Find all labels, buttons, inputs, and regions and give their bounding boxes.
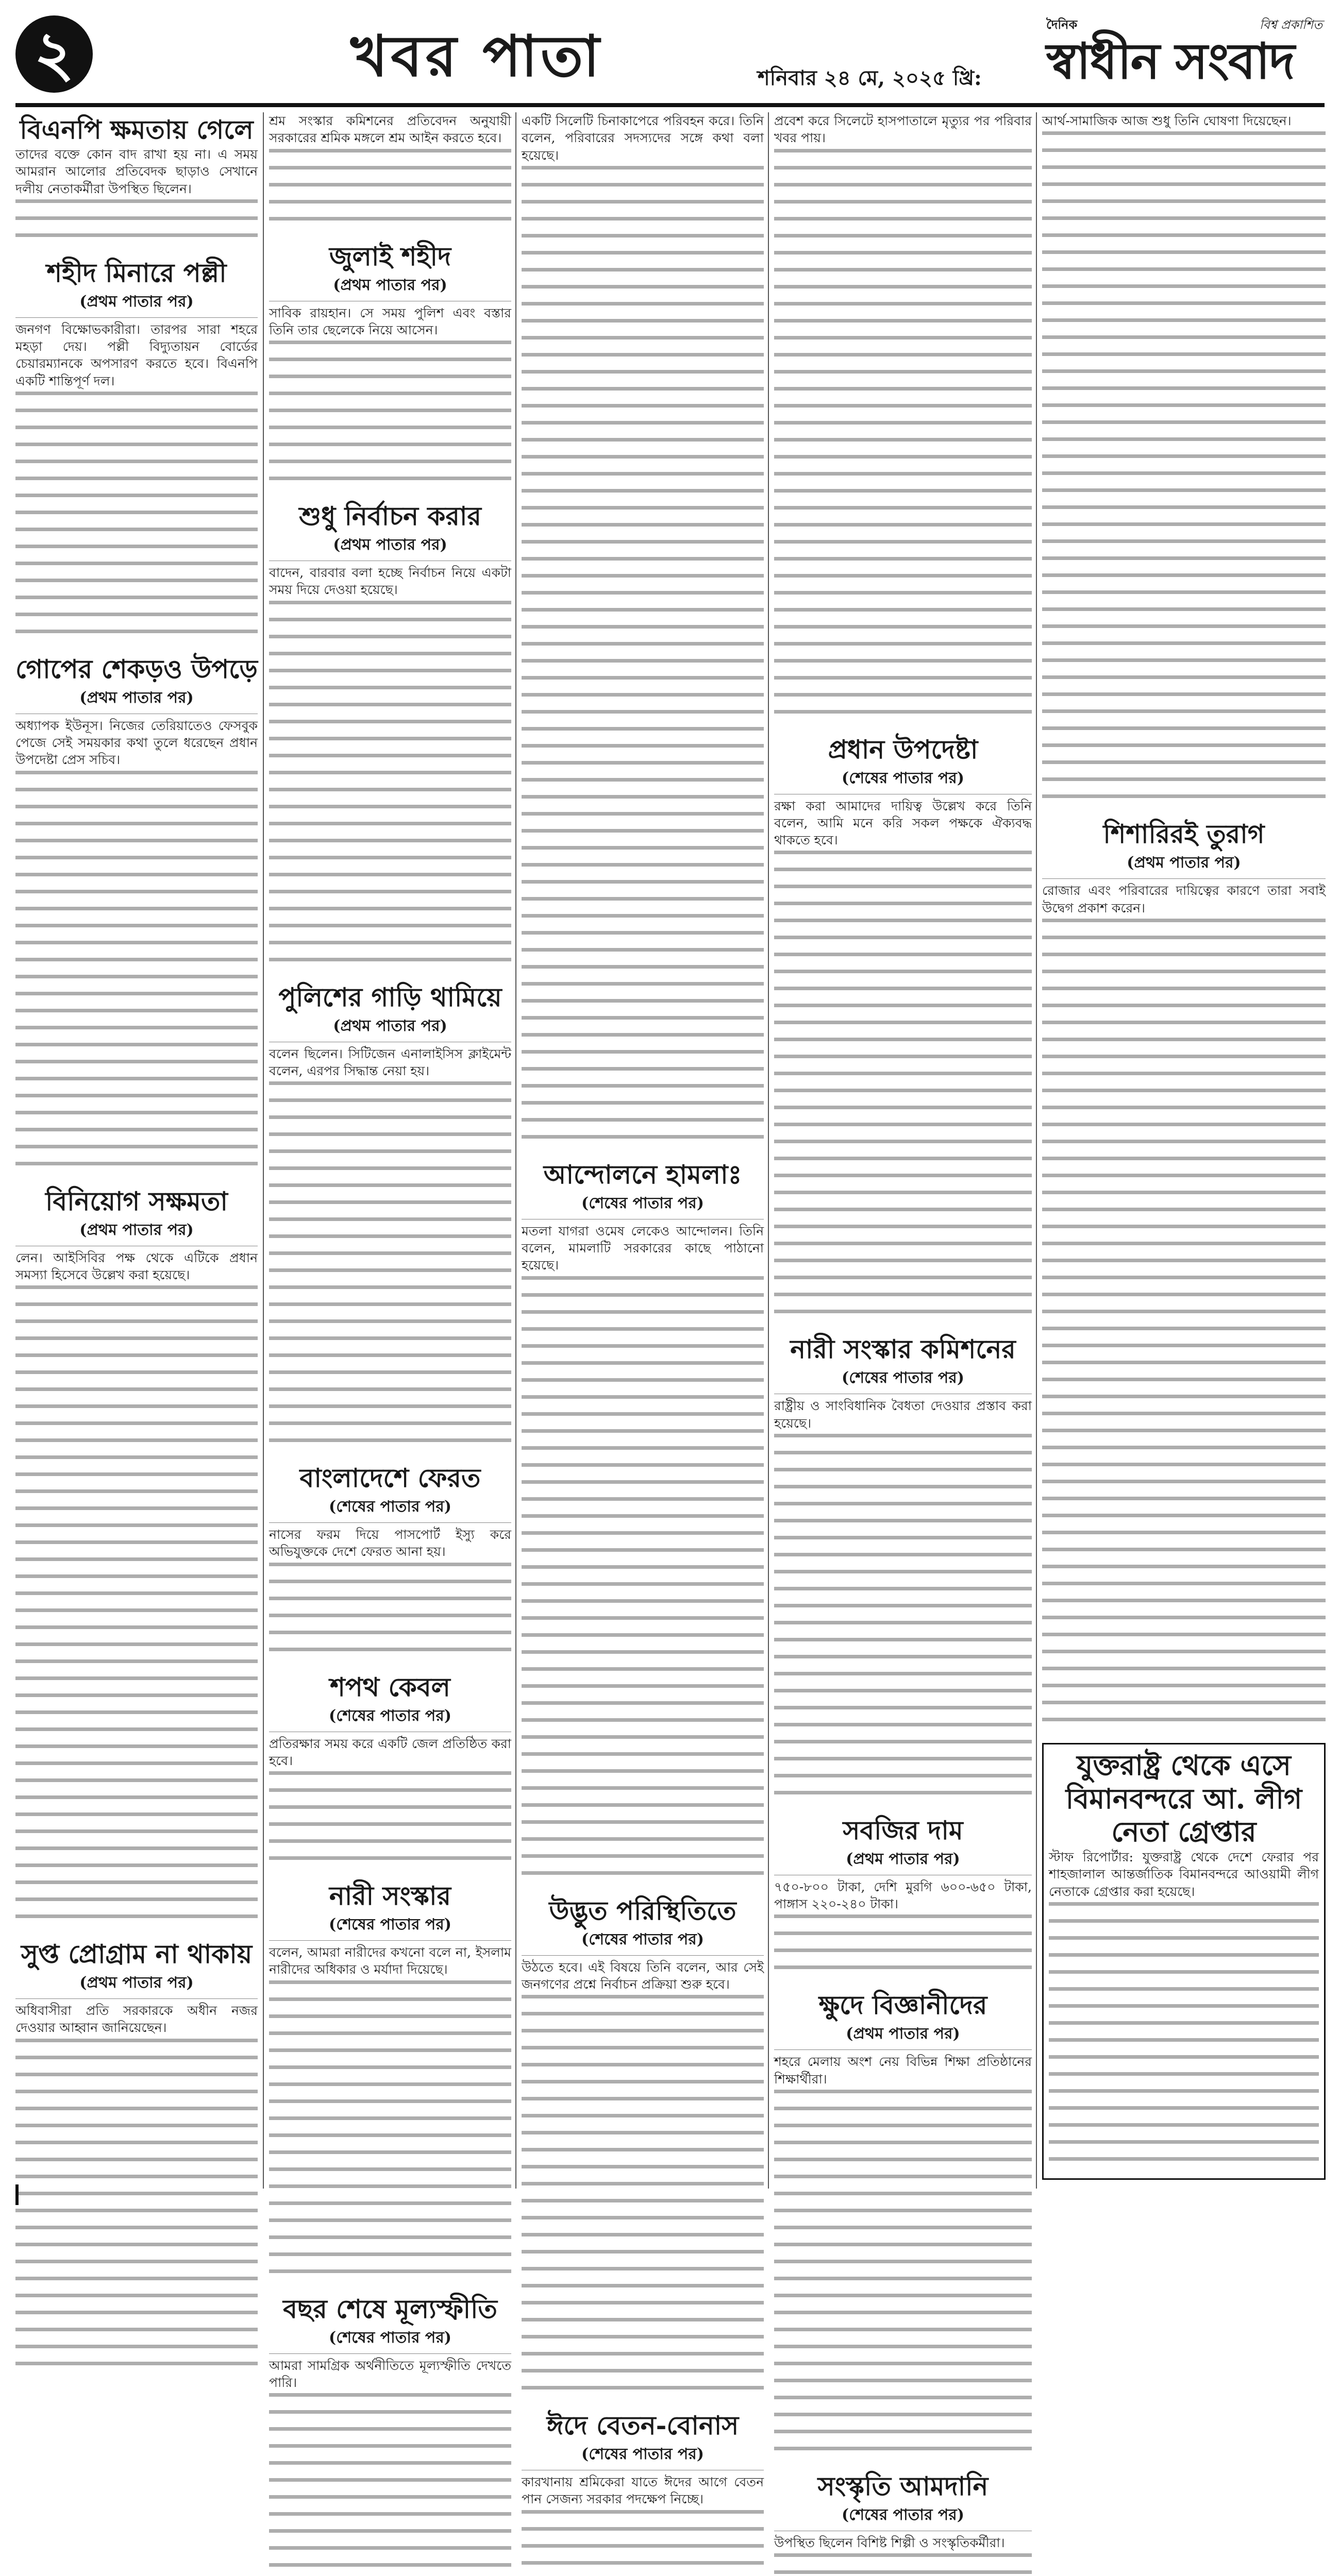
body-text-lines bbox=[269, 2393, 511, 2576]
body-text-lines bbox=[1049, 1902, 1319, 2174]
newspaper-logo bbox=[1046, 11, 1325, 99]
continuation-label: (শেষের পাতার পর) bbox=[269, 1912, 511, 1941]
story-headline: সুপ্ত প্রোগ্রাম না থাকায় bbox=[15, 1940, 258, 1968]
continuation-label: (প্রথম পাতার পর) bbox=[269, 273, 511, 301]
body-text-lines bbox=[774, 149, 1032, 727]
column-2 bbox=[263, 112, 511, 2189]
story-headline: উদ্ভুত পরিস্থিতিতে bbox=[522, 1896, 764, 1925]
news-story bbox=[774, 112, 1032, 727]
story-body: কারখানায় শ্রমিকেরা যাতে ঈদের আগে বেতন পান সেজন্য সরকার পদক্ষেপ নিচ্ছে। bbox=[522, 2473, 764, 2508]
body-text-lines bbox=[522, 2510, 764, 2576]
body-text-lines bbox=[15, 1285, 258, 1931]
body-text-lines bbox=[774, 851, 1032, 1327]
story-headline: বছর শেষে মূল্যস্ফীতি bbox=[269, 2295, 511, 2323]
continuation-label: (প্রথম পাতার পর) bbox=[15, 289, 258, 318]
story-headline: জুলাই শহীদ bbox=[269, 242, 511, 270]
body-text-lines bbox=[15, 2039, 258, 2379]
body-text-lines bbox=[522, 166, 764, 1152]
continuation-label: (শেষের পাতার পর) bbox=[269, 1703, 511, 1732]
continuation-label: (শেষের পাতার পর) bbox=[522, 1191, 764, 1219]
story-body: নাসের ফরম দিয়ে পাসপোর্ট ইস্যু করে অভিযুক্তকে দেশে ফেরত আনা হয়। bbox=[269, 1526, 511, 1561]
body-text-lines bbox=[774, 2553, 1032, 2576]
story-headline: পুলিশের গাড়ি থামিয়ে bbox=[269, 983, 511, 1011]
news-story bbox=[269, 983, 511, 1456]
section-title: খবর পাতা bbox=[350, 18, 602, 95]
story-body: রাষ্ট্রীয় ও সাংবিধানিক বৈধতা দেওয়ার প্রস্তাব করা হয়েছে। bbox=[774, 1397, 1032, 1432]
body-text-lines bbox=[269, 149, 511, 234]
body-text-lines bbox=[522, 1276, 764, 1888]
story-body: প্রবেশ করে সিলেটে হাসপাতালে মৃত্যুর পর পরিবার খবর পায়। bbox=[774, 112, 1032, 147]
story-headline: প্রধান উপদেষ্টা bbox=[774, 735, 1032, 764]
continuation-label: (শেষের পাতার পর) bbox=[774, 1365, 1032, 1394]
story-body: বলেন, আমরা নারীদের কখনো বলে না, ইসলাম নারীদের অধিকার ও মর্যাদা দিয়েছে। bbox=[269, 1944, 511, 1978]
body-text-lines bbox=[269, 1563, 511, 1665]
news-story bbox=[774, 1816, 1032, 1983]
body-text-lines bbox=[774, 2090, 1032, 2464]
logo-prefix: দৈনিক bbox=[1046, 15, 1077, 36]
news-story bbox=[774, 2472, 1032, 2576]
body-text-lines bbox=[774, 1434, 1032, 1808]
body-text-lines bbox=[269, 1771, 511, 1873]
news-story bbox=[269, 112, 511, 234]
continuation-label: (প্রথম পাতার পর) bbox=[1042, 850, 1326, 879]
continuation-label: (প্রথম পাতার পর) bbox=[774, 2021, 1032, 2050]
story-body: অধ্যাপক ইউনূস। নিজের তেরিয়াতেও ফেসবুক পেজে সেই সময়কার কথা তুলে ধরেছেন প্রধান উপদেষ্টা প্রেস সচিব। bbox=[15, 717, 258, 769]
news-story bbox=[15, 655, 258, 1179]
column-4 bbox=[768, 112, 1032, 2189]
body-text-lines bbox=[1042, 919, 1326, 1735]
story-headline: যুক্তরাষ্ট্র থেকে এসে বিমানবন্দরে আ. লীগ নেতা গ্রেপ্তার bbox=[1049, 1749, 1319, 1849]
story-headline: বিনিয়োগ সক্ষমতা bbox=[15, 1187, 258, 1215]
story-body: প্রতিরক্ষার সময় করে একটি জেল প্রতিষ্ঠিত করা হবে। bbox=[269, 1735, 511, 1770]
story-body: সাবিক রায়হান। সে সময় পুলিশ এবং বস্তার তিনি তার ছেলেকে নিয়ে আসেন। bbox=[269, 304, 511, 339]
story-body: বলেন ছিলেন। সিটিজেন এনালাইসিস ক্লাইমেন্ট বলেন, এরপর সিদ্ধান্ত নেয়া হয়। bbox=[269, 1045, 511, 1080]
story-headline: শপথ কেবল bbox=[269, 1673, 511, 1701]
story-headline: গোপের শেকড়ও উপড়ে bbox=[15, 655, 258, 683]
news-story bbox=[269, 502, 511, 975]
column-1 bbox=[15, 112, 258, 2189]
logo-tagline: বিশ্ব প্রকাশিত bbox=[1260, 15, 1322, 36]
story-headline: ঈদে বেতন-বোনাস bbox=[522, 2411, 764, 2439]
news-story bbox=[269, 1464, 511, 1665]
column-5 bbox=[1036, 112, 1326, 2189]
news-story bbox=[15, 115, 258, 250]
story-body: রোজার এবং পরিবারের দায়িত্বের কারণে তারা সবাই উদ্বেগ প্রকাশ করেন। bbox=[1042, 882, 1326, 917]
story-body: শহরে মেলায় অংশ নেয় বিভিন্ন শিক্ষা প্রতিষ্ঠানের শিক্ষার্থীরা। bbox=[774, 2053, 1032, 2088]
story-headline: শিশারিরই তুরাগ bbox=[1042, 820, 1326, 848]
body-text-lines bbox=[15, 771, 258, 1179]
story-body: বাদেন, বারবার বলা হচ্ছে নির্বাচন নিয়ে একটা সময় দিয়ে দেওয়া হয়েছে। bbox=[269, 564, 511, 599]
news-story bbox=[269, 242, 511, 494]
news-story bbox=[15, 1187, 258, 1932]
masthead bbox=[15, 11, 1325, 107]
story-headline: বিএনপি ক্ষমতায় গেলে bbox=[15, 115, 258, 144]
news-story bbox=[522, 2411, 764, 2576]
continuation-label: (শেষের পাতার পর) bbox=[774, 766, 1032, 794]
story-body: জনগণ বিক্ষোভকারীরা। তারপর সারা শহরে মহড়া দেয়। পল্লী বিদ্যুতায়ন বোর্ডের চেয়ারম্যানকে অপসারণ করতে হবে। বিএনপি একটি শান্তিপূর্ণ দল। bbox=[15, 321, 258, 389]
continuation-label: (শেষের পাতার পর) bbox=[522, 2442, 764, 2470]
story-headline: শুধু নির্বাচন করার bbox=[269, 502, 511, 530]
news-story bbox=[774, 735, 1032, 1327]
continuation-label: (প্রথম পাতার পর) bbox=[15, 1217, 258, 1246]
body-text-lines bbox=[15, 392, 258, 647]
continuation-label: (প্রথম পাতার পর) bbox=[269, 1013, 511, 1042]
news-story bbox=[1042, 112, 1326, 811]
story-body: রক্ষা করা আমাদের দায়িত্ব উল্লেখ করে তিনি বলেন, আমি মনে করি সকল পক্ষকে ঐক্যবদ্ধ থাকতে হবে। bbox=[774, 798, 1032, 849]
story-headline: ক্ষুদে বিজ্ঞানীদের bbox=[774, 1991, 1032, 2019]
news-story bbox=[522, 1896, 764, 2403]
body-text-lines bbox=[522, 1995, 764, 2403]
page-number: ২ bbox=[15, 15, 93, 93]
logo-wordmark: স্বাধীন সংবাদ bbox=[1046, 33, 1294, 90]
story-body: একটি সিলেটি চিনাকাপেরে পরিবহন করে। তিনি বলেন, পরিবারের সদস্যদের সঙ্গে কথা বলা হয়েছে। bbox=[522, 112, 764, 164]
continuation-label: (প্রথম পাতার পর) bbox=[15, 685, 258, 714]
story-headline: আন্দোলনে হামলাঃ bbox=[522, 1160, 764, 1189]
story-headline: সবজির দাম bbox=[774, 1816, 1032, 1844]
body-text-lines bbox=[269, 1081, 511, 1455]
story-body: অধিবাসীরা প্রতি সরকারকে অধীন নজর দেওয়ার আহ্বান জানিয়েছেন। bbox=[15, 2002, 258, 2037]
news-story bbox=[774, 1335, 1032, 1808]
body-text-lines bbox=[269, 341, 511, 494]
story-body: উঠতে হবে। এই বিষয়ে তিনি বলেন, আর সেই জনগণের প্রশ্নে নির্বাচন প্রক্রিয়া শুরু হবে। bbox=[522, 1959, 764, 1993]
story-headline: বাংলাদেশে ফেরত bbox=[269, 1464, 511, 1492]
continuation-label: (শেষের পাতার পর) bbox=[269, 2325, 511, 2354]
news-story bbox=[269, 1882, 511, 2286]
news-story bbox=[522, 1160, 764, 1888]
story-body: আমরা সামগ্রিক অর্থনীতিতে মূল্যস্ফীতি দেখতে পারি। bbox=[269, 2357, 511, 2392]
news-story bbox=[15, 1940, 258, 2379]
story-body: লেন। আইসিবির পক্ষ থেকে এটিকে প্রধান সমস্যা হিসেবে উল্লেখ করা হয়েছে। bbox=[15, 1249, 258, 1284]
story-headline: নারী সংস্কার bbox=[269, 1882, 511, 1910]
body-text-lines bbox=[15, 199, 258, 250]
continuation-label: (শেষের পাতার পর) bbox=[269, 1494, 511, 1523]
story-body: মতলা যাগরা ওমেষ লেকেও আন্দোলন। তিনি বলেন, মামলাটি সরকারের কাছে পাঠানো হয়েছে। bbox=[522, 1223, 764, 1274]
crop-mark bbox=[15, 2184, 19, 2205]
continuation-label: (শেষের পাতার পর) bbox=[774, 2502, 1032, 2531]
news-story bbox=[15, 259, 258, 647]
news-story bbox=[774, 1991, 1032, 2464]
story-headline: শহীদ মিনারে পল্লী bbox=[15, 259, 258, 287]
news-story bbox=[269, 2295, 511, 2576]
story-body: উপস্থিত ছিলেন বিশিষ্ট শিল্পী ও সংস্কৃতিকর্মীরা। bbox=[774, 2534, 1032, 2551]
news-story bbox=[522, 112, 764, 1152]
story-body: তাদের বক্তে কোন বাদ রাখা হয় না। এ সময় আমরান আলোর প্রতিবেদক ছাড়াও সেখানে দলীয় নেতাকর্মীরা উপস্থিত ছিলেন। bbox=[15, 146, 258, 197]
body-text-lines bbox=[1042, 131, 1326, 811]
story-headline: সংস্কৃতি আমদানি bbox=[774, 2472, 1032, 2500]
story-body: শ্রম সংস্কার কমিশনের প্রতিবেদন অনুযায়ী সরকারের শ্রমিক মঙ্গলে শ্রম আইন করতে হবে। bbox=[269, 112, 511, 147]
continuation-label: (প্রথম পাতার পর) bbox=[269, 532, 511, 561]
story-body: স্টাফ রিপোর্টার: যুক্তরাষ্ট্র থেকে দেশে ফেরার পর শাহজালাল আন্তর্জাতিক বিমানবন্দরে আওয়ামী লীগ নেতাকে গ্রেপ্তার করা হয়েছে। bbox=[1049, 1849, 1319, 1900]
body-text-lines bbox=[774, 1914, 1032, 1982]
body-text-lines bbox=[269, 601, 511, 975]
story-headline: নারী সংস্কার কমিশনের bbox=[774, 1335, 1032, 1363]
news-story bbox=[269, 1673, 511, 1874]
publication-date: শনিবার ২৪ মে, ২০২৫ খ্রি: bbox=[758, 62, 982, 96]
continuation-label: (প্রথম পাতার পর) bbox=[774, 1846, 1032, 1875]
news-story bbox=[1042, 820, 1326, 1735]
story-body: ৭৫০-৮০০ টাকা, দেশি মুরগি ৬০০-৬৫০ টাকা, পাঙ্গাস ২২০-২৪০ টাকা। bbox=[774, 1878, 1032, 1913]
body-text-lines bbox=[269, 1980, 511, 2286]
boxed-headline-story bbox=[1042, 1743, 1326, 2180]
continuation-label: (প্রথম পাতার পর) bbox=[15, 1970, 258, 1999]
story-body: আর্থ-সামাজিক আজ শুধু তিনি ঘোষণা দিয়েছেন। bbox=[1042, 112, 1326, 129]
continuation-label: (শেষের পাতার পর) bbox=[522, 1927, 764, 1956]
column-3 bbox=[515, 112, 764, 2189]
